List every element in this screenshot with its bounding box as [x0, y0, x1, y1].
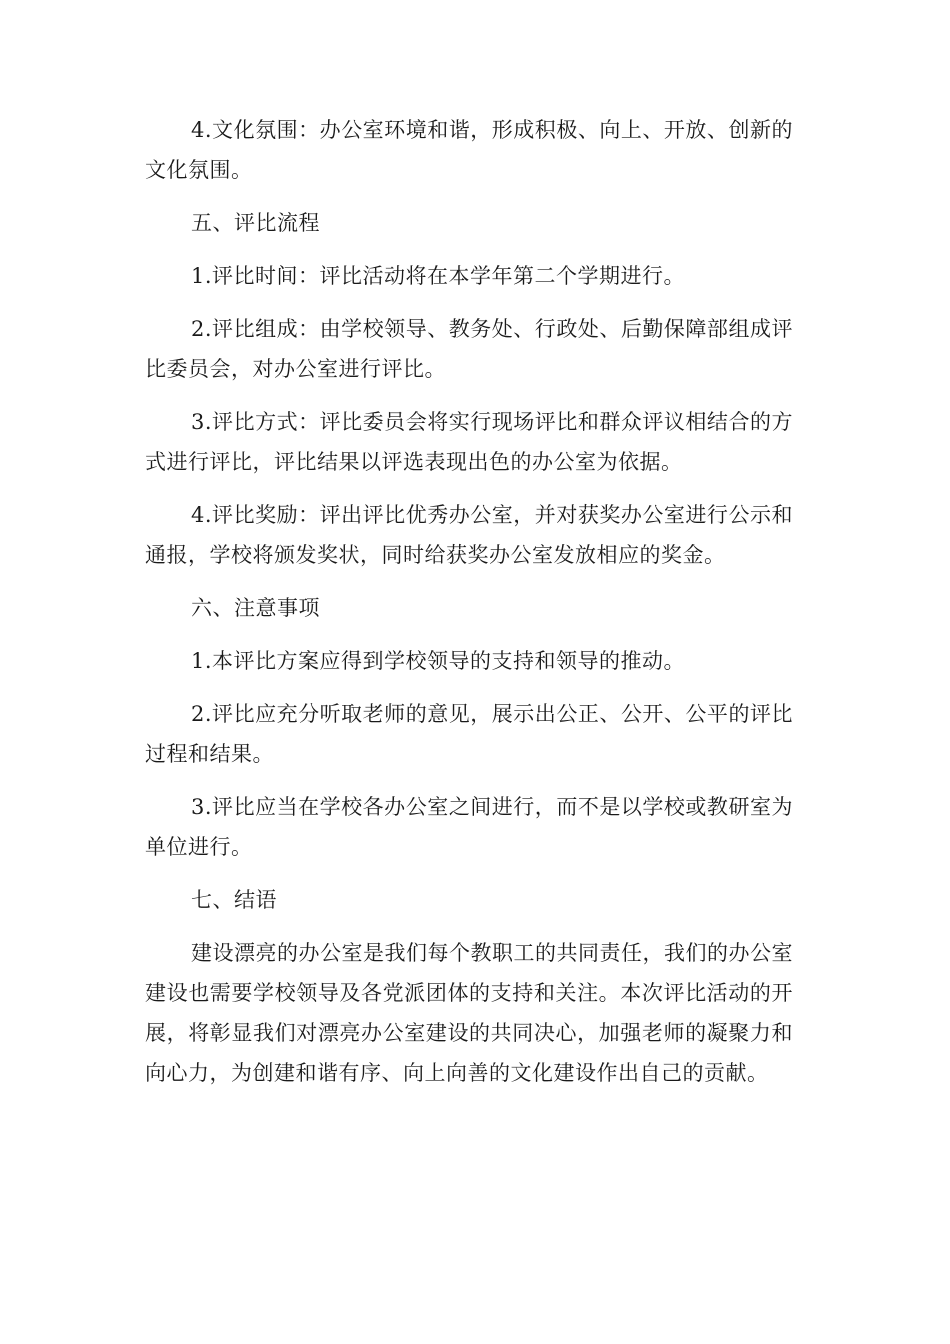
paragraph-note-3: 3.评比应当在学校各办公室之间进行，而不是以学校或教研室为单位进行。: [145, 795, 793, 859]
paragraph-evaluation-method: 3.评比方式：评比委员会将实行现场评比和群众评议相结合的方式进行评比，评比结果以评选表现出色的办公室为依据。: [145, 410, 793, 474]
paragraph-evaluation-reward: 4.评比奖励：评出评比优秀办公室，并对获奖办公室进行公示和通报，学校将颁发奖状，同时给获奖办公室发放相应的奖金。: [145, 503, 793, 567]
paragraph-note-1: 1.本评比方案应得到学校领导的支持和领导的推动。: [191, 649, 686, 673]
paragraph-culture-atmosphere: 4.文化氛围：办公室环境和谐，形成积极、向上、开放、创新的文化氛围。: [145, 118, 793, 182]
section-heading-evaluation-process: 五、评比流程: [191, 211, 320, 235]
document-body: [145, 110, 793, 1106]
paragraph-note-2: 2.评比应充分听取老师的意见，展示出公正、公开、公平的评比过程和结果。: [145, 702, 793, 766]
section-heading-conclusion: 七、结语: [191, 888, 277, 912]
paragraph-evaluation-committee: 2.评比组成：由学校领导、教务处、行政处、后勤保障部组成评比委员会，对办公室进行评比。: [145, 317, 793, 381]
paragraph-conclusion: 建设漂亮的办公室是我们每个教职工的共同责任，我们的办公室建设也需要学校领导及各党派团体的支持和关注。本次评比活动的开展，将彰显我们对漂亮办公室建设的共同决心，加强老师的凝聚力和向心力，为创建和谐有序、向上向善的文化建设作出自己的贡献。: [145, 941, 793, 1085]
paragraph-evaluation-time: 1.评比时间：评比活动将在本学年第二个学期进行。: [191, 264, 686, 288]
section-heading-notes: 六、注意事项: [191, 596, 320, 620]
